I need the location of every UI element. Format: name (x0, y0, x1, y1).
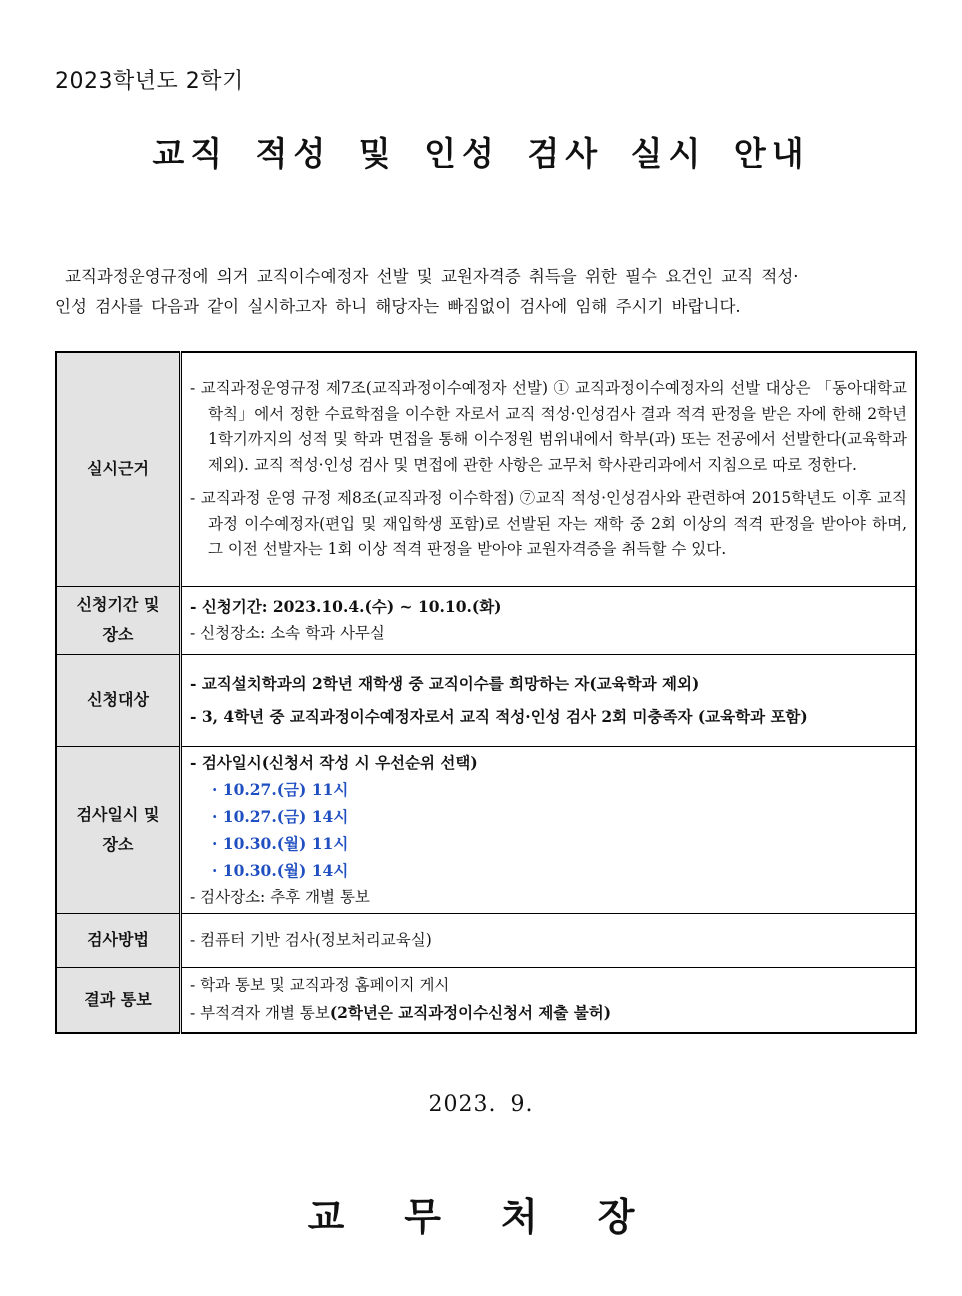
application-content (181, 586, 917, 654)
intro-line-2: 인성 검사를 다음과 같이 실시하고자 하니 해당자는 빠짐없이 검사에 임해 주시기 바랍니다. (55, 297, 741, 316)
row-exam (56, 746, 916, 913)
method-content (181, 913, 917, 967)
intro-line-1: 교직과정운영규정에 의거 교직이수예정자 선발 및 교원자격증 취득을 위한 필수 요건인 교직 적성· (65, 267, 799, 286)
intro-paragraph (55, 262, 917, 322)
row-result (56, 967, 916, 1033)
exam-slot: · 10.30.(월) 14시 (212, 860, 349, 880)
exam-label-line-1: 검사일시 및 (76, 804, 160, 824)
target-content (181, 654, 917, 746)
exam-label-line-2: 장소 (102, 834, 134, 854)
result-label: 결과 통보 (56, 967, 181, 1033)
result-item-2-prefix: - 부적격자 개별 통보 (190, 1004, 330, 1023)
basis-label: 실시근거 (56, 352, 181, 586)
exam-slot: · 10.27.(금) 11시 (212, 779, 349, 799)
method-text: - 컴퓨터 기반 검사(정보처리교육실) (190, 930, 432, 949)
result-item-2-bold: (2학년은 교직과정이수신청서 제출 불허) (329, 1003, 612, 1023)
document-date: 2023. 9. (428, 1092, 534, 1117)
exam-slot: · 10.27.(금) 14시 (212, 806, 349, 826)
basis-item-1: - 교직과정운영규정 제7조(교직과정이수예정자 선발) ① 교직과정이수예정자의 선발 대상은 「동아대학교 학칙」에서 정한 수료학점을 이수한 자로서 교직 적성·인성검사 결과 적격 판정을 받은 자에 한해 2학년 1학기까지의 성적 및 학과 면접을 통해 이수정원 범위내에서 학부(과) 또는 전공에서 선발한다(교육학과 제외). 교직 적성·인성 검사 및 면접에 관한 사항은 교무처 학사관리과에서 지침으로 따로 정한다. (190, 379, 907, 474)
exam-content (181, 746, 917, 913)
row-application (56, 586, 916, 654)
application-label-line-1: 신청기간 및 (76, 595, 160, 614)
exam-dates-title: - 검사일시(신청서 작성 시 우선순위 선택) (190, 752, 478, 772)
exam-slot: · 10.30.(월) 11시 (212, 833, 349, 853)
signer-title: 교무처장 (307, 1194, 695, 1239)
document-title: 교직 적성 및 인성 검사 실시 안내 (152, 134, 810, 173)
semester-label: 2023학년도 2학기 (55, 69, 244, 94)
result-item-2 (190, 999, 907, 1027)
info-table (55, 351, 917, 1034)
application-place: - 신청장소: 소속 학과 사무실 (190, 624, 385, 642)
exam-label (56, 746, 181, 913)
row-method (56, 913, 916, 967)
target-label: 신청대상 (56, 654, 181, 746)
exam-place: - 검사장소: 추후 개별 통보 (190, 887, 370, 906)
basis-item-2: - 교직과정 운영 규정 제8조(교직과정 이수학점) ⑦교직 적성·인성검사와 관련하여 2015학년도 이후 교직과정 이수예정자(편입 및 재입학생 포함)로 선발된 자는 재학 중 2회 이상의 적격 판정을 받아야 하며, 그 이전 선발자는 1회 이상 적격 판정을 받아야 교원자격증을 취득할 수 있다. (190, 489, 907, 558)
target-item-2: - 3, 4학년 중 교직과정이수예정자로서 교직 적성·인성 검사 2회 미충족자 (교육학과 포함) (190, 707, 808, 726)
application-period: - 신청기간: 2023.10.4.(수) ~ 10.10.(화) (190, 597, 502, 616)
result-content (181, 967, 917, 1033)
basis-content (181, 352, 917, 586)
result-item-1: - 학과 통보 및 교직과정 홈페이지 게시 (190, 976, 450, 995)
target-item-1: - 교직설치학과의 2학년 재학생 중 교직이수를 희망하는 자(교육학과 제외) (190, 673, 700, 693)
application-label-line-2: 장소 (102, 625, 134, 644)
method-label: 검사방법 (56, 913, 181, 967)
application-label (56, 586, 181, 654)
row-basis (56, 352, 916, 586)
row-target (56, 654, 916, 746)
